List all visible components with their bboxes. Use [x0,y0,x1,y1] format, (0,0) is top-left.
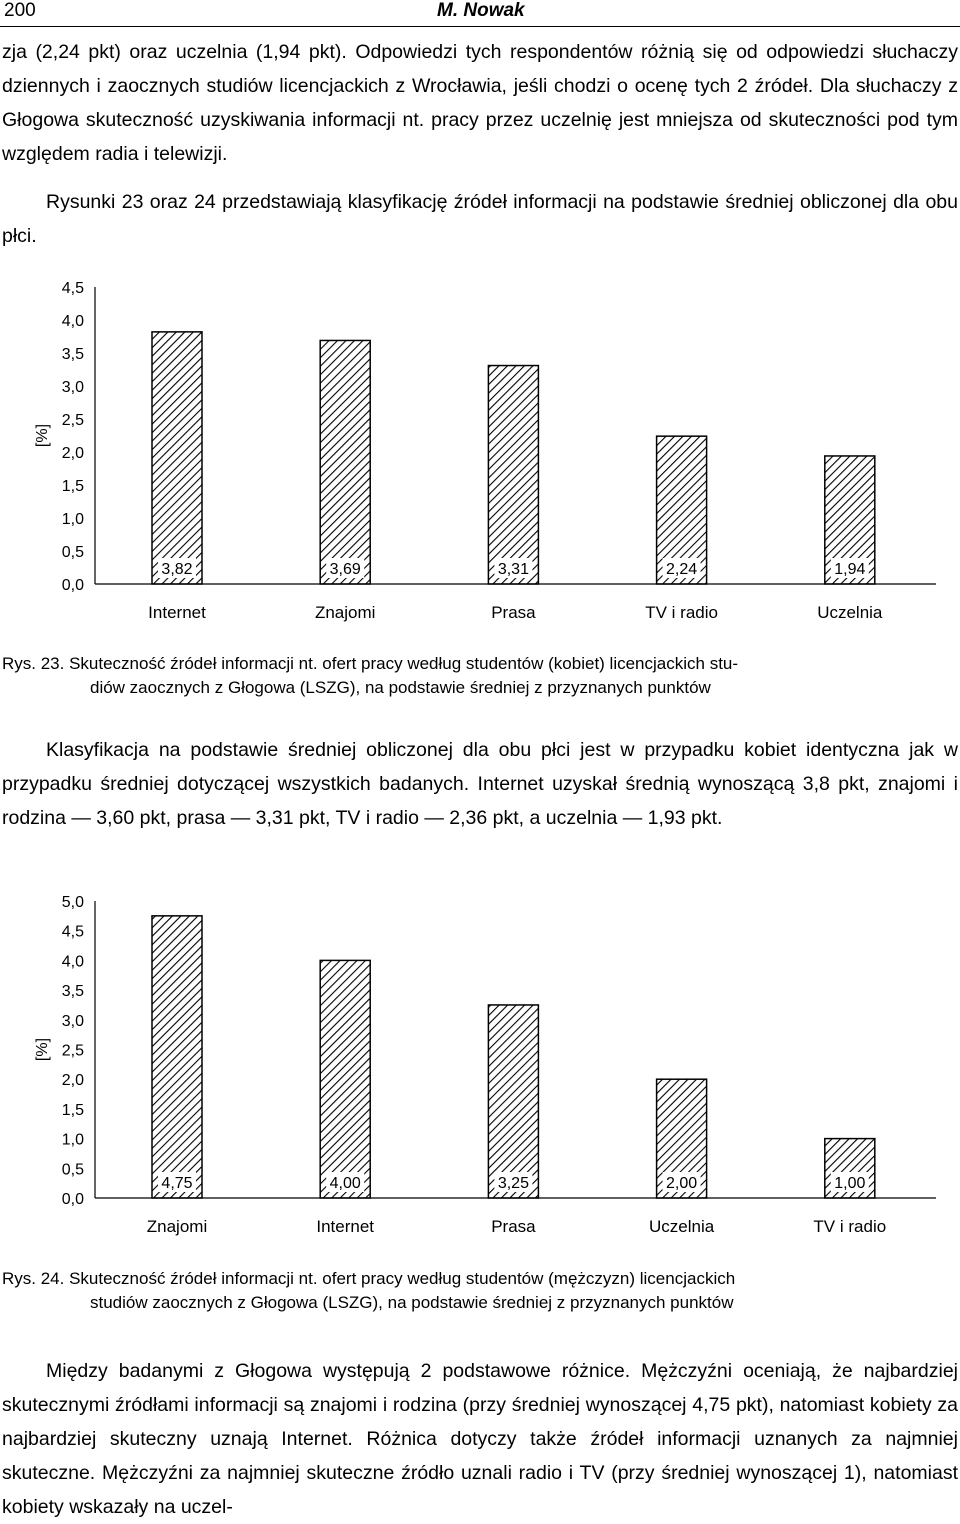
data-label: 3,82 [161,561,193,578]
page-number: 200 [4,0,36,21]
paragraph-2: Rysunki 23 oraz 24 przedstawiają klasyfikację źródeł informacji na podstawie średniej obliczonej dla obu płci. [2,191,958,247]
y-tick-label: 4,0 [61,313,84,330]
y-tick-label: 3,0 [61,1012,84,1030]
data-label: 3,69 [329,561,361,578]
data-label: 4,00 [329,1175,361,1192]
caption-fig24 [2,1267,958,1315]
data-label: 1,00 [834,1175,866,1192]
y-tick-label: 1,5 [61,1101,84,1119]
x-category-label: TV i radio [645,603,718,622]
data-label: 3,31 [497,561,529,578]
y-tick-label: 2,0 [61,445,84,462]
x-category-label: Prasa [491,603,536,622]
y-tick-label: 0,5 [61,1161,84,1179]
x-category-label: Znajomi [146,1217,208,1236]
data-label: 4,75 [161,1175,193,1192]
y-axis-label: [%] [34,423,51,448]
data-label: 2,00 [666,1175,698,1192]
paragraph-3: Klasyfikacja na podstawie średniej obliczonej dla obu płci jest w przypadku kobiet identyczna jak w przypadku średniej dotyczącej wszystkich badanych. Internet uzyskał średnią wynoszącą 3,8 pkt, znajomi i rodzina — 3,60 pkt, prasa — 3,31 pkt, TV i radio — 2,36 pkt, a uczelnia — 1,93 pkt. [2,739,958,829]
y-tick-label: 1,0 [61,511,84,528]
page-header [0,0,960,27]
bar-prasa [488,1005,538,1198]
y-tick-label: 5,0 [61,894,84,911]
paragraph-4: Między badanymi z Głogowa występują 2 podstawowe różnice. Mężczyźni oceniają, że najbardziej skutecznymi źródłami informacji są znajomi i rodzina (przy średniej wynoszącej 4,75 pkt), natomiast kobiety za najbardziej skuteczny uznają Internet. Różnica dotyczy także źródeł informacji uznanych za najmniej skuteczne. Mężczyźni za najmniej skuteczne źródło uznali radio i TV (przy średniej wynoszącej 1), natomiast kobiety wskazały na uczel- [2,1360,958,1518]
x-category-label: Internet [316,1217,375,1236]
y-tick-label: 1,0 [61,1131,84,1149]
caption-fig23-line1: Rys. 23. Skuteczność źródeł informacji nt. ofert pracy według studentów (kobiet) licencjackich stu- [2,654,739,673]
y-tick-label: 0,0 [61,577,84,594]
y-tick-label: 1,5 [61,478,84,495]
y-tick-label: 2,5 [61,1042,84,1060]
y-tick-label: 3,0 [61,379,84,396]
chart-fig23 [0,270,960,640]
x-category-label: Prasa [491,1217,536,1236]
bar-prasa [488,366,538,584]
chart-fig24 [0,884,960,1254]
bar-internet [152,332,202,584]
y-tick-label: 4,5 [61,923,84,941]
caption-fig24-line1: Rys. 24. Skuteczność źródeł informacji nt. ofert pracy według studentów (mężczyzn) licencjackich [2,1269,736,1288]
data-label: 2,24 [666,561,698,578]
y-tick-label: 3,5 [61,346,84,363]
running-head-author: M. Nowak [437,0,525,21]
bar-internet [320,960,370,1198]
y-tick-label: 3,5 [61,983,84,1001]
data-label: 3,25 [497,1175,529,1192]
x-category-label: Uczelnia [648,1217,715,1236]
x-category-label: Znajomi [314,603,376,622]
caption-fig24-line2: studiów zaocznych z Głogowa (LSZG), na podstawie średniej z przyznanych punktów [90,1293,734,1312]
bar-znajomi [152,916,202,1198]
paragraph-1: zja (2,24 pkt) oraz uczelnia (1,94 pkt). Odpowiedzi tych respondentów różnią się od odpowiedzi słuchaczy dziennych i zaocznych studiów licencjackich z Wrocławia, jeśli chodzi o ocenę tych 2 źródeł. Dla słuchaczy z Głogowa skuteczność uzyskiwania informacji nt. pracy przez uczelnię jest mniejsza od skuteczności pod tym względem radia i telewizji. [2,41,958,165]
y-tick-label: 0,5 [61,544,84,561]
x-category-label: Uczelnia [817,603,883,622]
caption-fig23 [2,652,958,700]
x-category-label: TV i radio [813,1217,887,1236]
data-label: 1,94 [834,561,866,578]
caption-fig23-line2: diów zaocznych z Głogowa (LSZG), na podstawie średniej z przyznanych punktów [90,678,711,697]
y-axis-label: [%] [34,1037,51,1062]
y-tick-label: 2,5 [61,412,84,429]
y-tick-label: 4,0 [61,953,84,971]
bar-znajomi [320,340,370,584]
y-tick-label: 4,5 [61,280,84,297]
x-category-label: Internet [148,603,206,622]
y-tick-label: 2,0 [61,1072,84,1090]
y-tick-label: 0,0 [61,1191,84,1208]
